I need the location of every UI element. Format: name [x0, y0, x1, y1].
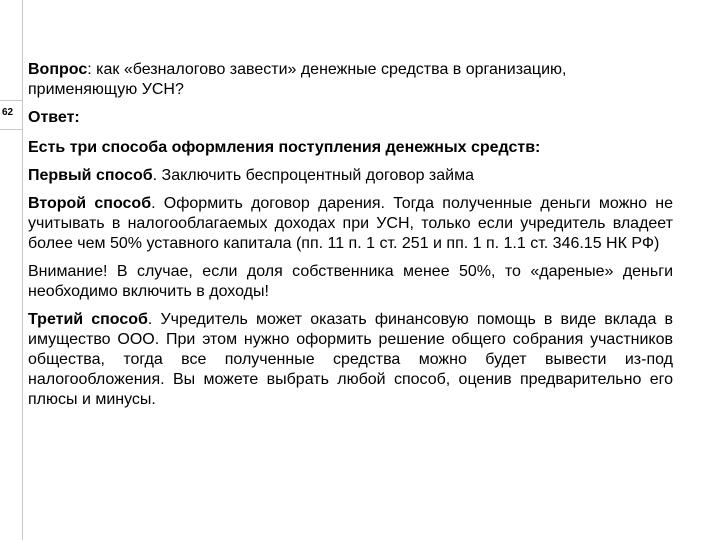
method-3-paragraph	[28, 310, 673, 410]
method-2-label: Второй способ	[28, 195, 152, 212]
warning-paragraph: Внимание! В случае, если доля собственника менее 50%, то «дареные» деньги необходимо включить в доходы!	[28, 263, 673, 300]
question-paragraph	[28, 60, 673, 100]
method-1-text: . Заключить беспроцентный договор займа	[152, 167, 474, 184]
method-2-paragraph	[28, 194, 673, 254]
intro-text: Есть три способа оформления поступления денежных средств:	[28, 139, 541, 156]
method-3-label: Третий способ	[28, 311, 148, 328]
method-1-label: Первый способ	[28, 167, 153, 184]
method-2-text: . Оформить договор дарения. Тогда полученные деньги можно не учитывать в налогооблагаемых доходах при УСН, только если учредитель владеет более чем 50% уставного капитала (пп. 11 п. 1 ст. 251 и пп. 1 п. 1.1 ст. 346.15 НК РФ)	[28, 195, 674, 252]
page-number: 62	[2, 107, 14, 118]
slide-content	[28, 60, 673, 418]
answer-label: Ответ:	[28, 109, 80, 126]
left-margin-rule	[22, 0, 23, 540]
method-3-text: . Учредитель может оказать финансовую помощь в виде вклада в имущество ООО. При этом нужно оформить решение общего собрания участников общества, тогда все полученные средства можно будет вывести из-под налогообложения. Вы можете выбрать любой способ, оценив предварительно его плюсы и минусы.	[28, 311, 673, 408]
question-text: : как «безналогово завести» денежные средства в организацию, применяющую УСН?	[28, 61, 567, 98]
page-number-tab	[0, 100, 22, 130]
question-label: Вопрос	[28, 61, 88, 78]
method-1-paragraph	[28, 166, 673, 186]
